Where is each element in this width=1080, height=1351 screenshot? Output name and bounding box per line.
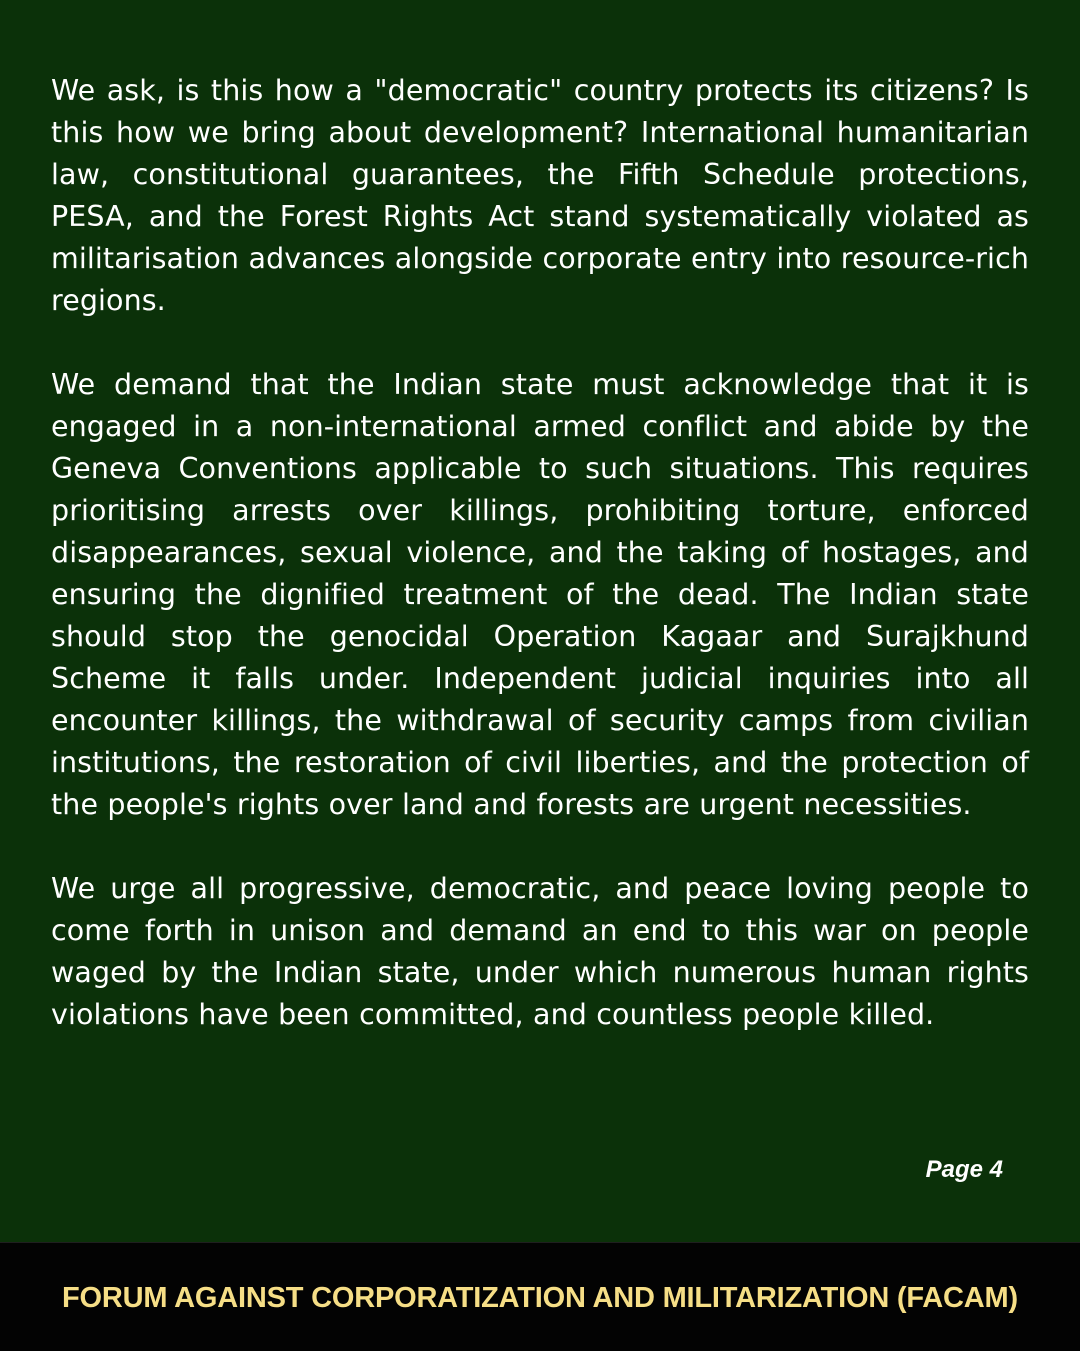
- statement-paragraph-2: We demand that the Indian state must acknowledge that it is engaged in a non-international armed conflict and abide by the Geneva Conventions applicable to such situations. This requires prioritising arrests over killings, prohibiting torture, enforced disappearances, sexual violence, and the taking of hostages, and ensuring the dignified treatment of the dead. The Indian state should stop the genocidal Operation Kagaar and Surajkhund Scheme it falls under. Independent judicial inquiries into all encounter killings, the withdrawal of security camps from civilian institutions, the restoration of civil liberties, and the protection of the people's rights over land and forests are urgent necessities.: [51, 368, 1029, 821]
- statement-paragraph-3: We urge all progressive, democratic, and peace loving people to come forth in unison and demand an end to this war on people waged by the Indian state, under which numerous human rights violations have been committed, and countless people killed.: [51, 872, 1029, 1031]
- organization-name: FORUM AGAINST CORPORATIZATION AND MILITARIZATION (FACAM): [62, 1282, 1018, 1314]
- statement-paragraph-1: We ask, is this how a "democratic" country protects its citizens? Is this how we bring about development? International humanitarian law, constitutional guarantees, the Fifth Schedule protections, PESA, and the Forest Rights Act stand systematically violated as militarisation advances alongside corporate entry into resource-rich regions.: [51, 74, 1029, 317]
- organization-footer: [0, 1242, 1080, 1351]
- page-number: Page 4: [925, 1156, 1003, 1183]
- statement-body: [51, 70, 1029, 1036]
